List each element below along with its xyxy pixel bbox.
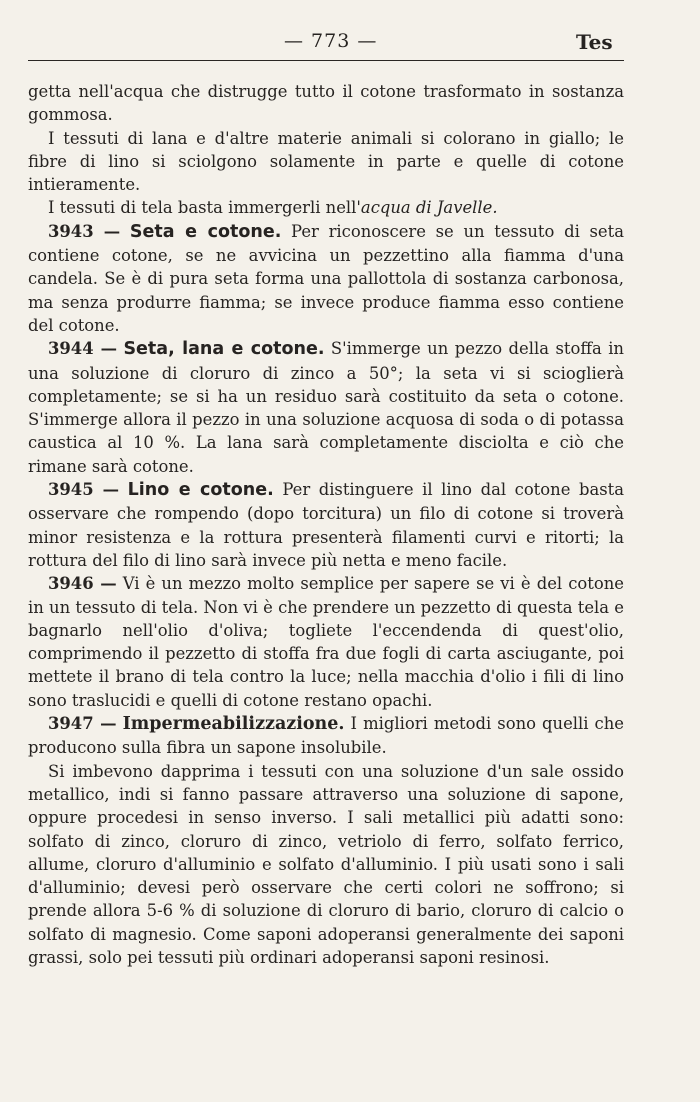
entry-text: S'immerge un pezzo della stoffa in una soluzione di cloruro di zinco a 50°; la seta vi si scioglierà completamente; se si ha un residuo sarà costituito da seta o cotone. S'immerge allora il pezzo in una soluzione acquosa di soda o di potassa caustica al 10 %. La lana sarà completamente disciolta e ciò che rimane sarà cotone. — [28, 339, 624, 476]
entry-number: 3945 — — [48, 480, 120, 500]
entry-text: Vi è un mezzo molto semplice per sapere se vi è del cotone in un tessuto di tela. Non vi è che prendere un pezzetto di questa tela e bagnarlo nell'olio d'oliva; togliete l'eccendenda di quest'olio, comprimendo il pezzetto di stoffa fra due fogli di carta asciugante, poi mettete il brano di tela contro la luce; nella macchia d'olio i fili di lino sono traslucidi e quelli di cotone restano opachi. — [28, 574, 624, 710]
entry-3947 — [28, 712, 624, 760]
entry-title: Seta, lana e cotone. — [123, 339, 325, 360]
entry-number: 3946 — — [48, 574, 117, 594]
entry-number: 3943 — — [48, 221, 121, 241]
entry-3944 — [28, 337, 624, 478]
header-rule — [28, 60, 624, 61]
entry-text: Per riconoscere se un tessuto di seta contiene cotone, se ne avvicina un pezzettino alla fiamma d'una candela. Se è di pura seta forma una pallottola di sostanza carbonosa, ma senza produrre fiamma; se invece produce fiamma esso contiene del cotone. — [28, 221, 624, 335]
entry-3943 — [28, 220, 624, 337]
entry-number: 3944 — — [48, 339, 117, 359]
entry-number: 3947 — — [48, 714, 117, 734]
paragraph-waterproofing-method: Si imbevono dapprima i tessuti con una soluzione d'un sale ossido metallico, indi si fanno passare attraverso una soluzione di sapone, oppure procedesi in senso inverso. I sali metallici più adatti sono: solfato di zinco, cloruro di zinco, vetriolo di ferro, solfato ferrico, allume, cloruro d'alluminio e solfato d'alluminio. I più usati sono i sali d'alluminio; devesi però osservare che certi colori ne soffrono; si prende allora 5-6 % di soluzione di cloruro di bario, cloruro di calcio o solfato di magnesio. Come saponi adoperansi generalmente dei saponi grassi, solo pei tessuti più ordinari adoperansi saponi resinosi. — [28, 761, 624, 967]
entry-title: Impermeabilizzazione. — [122, 714, 345, 735]
page-number: — 773 — — [284, 30, 378, 52]
entry-title: Lino e cotone. — [127, 480, 274, 501]
body-text — [28, 80, 624, 969]
entry-3945 — [28, 478, 624, 572]
page-header — [28, 28, 624, 58]
paragraph-continuation: getta nell'acqua che distrugge tutto il cotone trasformato in sostanza gommosa. — [28, 82, 624, 125]
paragraph-linen-italic: acqua di Javelle. — [360, 198, 498, 218]
paragraph-linen — [28, 196, 624, 219]
entry-text: I migliori metodi sono quelli che producono sulla fibra un sapone insolubile. — [28, 714, 624, 758]
running-head: Tes — [576, 30, 613, 54]
entry-title: Seta e cotone. — [129, 221, 282, 242]
entry-text: Per distinguere il lino dal cotone basta osservare che rompendo (dopo torcitura) un filo di cotone si troverà minor resistenza e la rottura presenterà filamenti curvi e ritorti; la rottura del filo di lino sarà invece più netta e meno facile. — [28, 480, 624, 570]
entry-3946 — [28, 572, 624, 712]
paragraph-animal-fibres: I tessuti di lana e d'altre materie animali si colorano in giallo; le fibre di lino si sciolgono solamente in parte e quelle di cotone intieramente. — [28, 128, 624, 195]
paragraph-linen-text: I tessuti di tela basta immergerli nell' — [48, 198, 361, 218]
